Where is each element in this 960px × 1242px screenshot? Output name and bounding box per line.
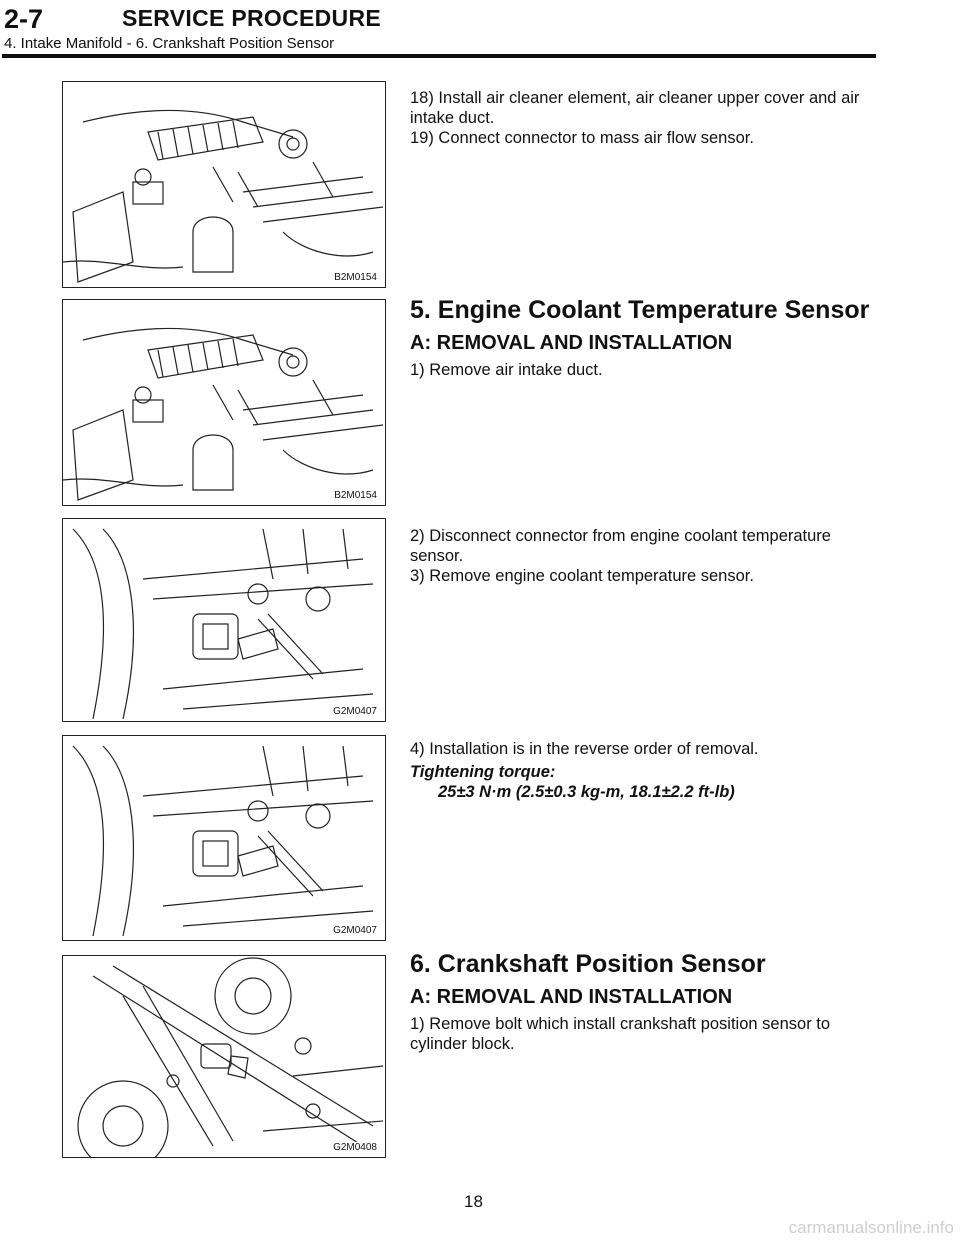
engine-illustration xyxy=(63,300,386,506)
section-5-subtitle: A: REMOVAL AND INSTALLATION xyxy=(410,332,733,354)
figure-label: G2M0407 xyxy=(333,925,377,936)
engine-illustration xyxy=(63,82,386,288)
header-divider xyxy=(2,54,876,58)
step-18: 18) Install air cleaner element, air cleaner upper cover and air intake duct. xyxy=(410,89,860,127)
torque-value: 25±3 N·m (2.5±0.3 kg-m, 18.1±2.2 ft-lb) xyxy=(438,783,735,801)
watermark: carmanualsonline.info xyxy=(788,1218,954,1237)
figure-label: B2M0154 xyxy=(334,490,377,501)
figure-label: B2M0154 xyxy=(334,272,377,283)
sensor-illustration xyxy=(63,519,386,722)
section-5-title: 5. Engine Coolant Temperature Sensor xyxy=(410,296,870,324)
section-code: 2-7 xyxy=(4,4,44,34)
figure-intake-duct-2 xyxy=(62,299,386,506)
figure-intake-duct-1 xyxy=(62,81,386,288)
section-6-step-1: 1) Remove bolt which install crankshaft position sensor to cylinder block. xyxy=(410,1015,831,1053)
step-19: 19) Connect connector to mass air flow sensor. xyxy=(410,129,754,147)
section-5-step-2: 2) Disconnect connector from engine coolant temperature sensor. xyxy=(410,527,831,565)
figure-label: G2M0407 xyxy=(333,706,377,717)
figure-label: G2M0408 xyxy=(333,1142,377,1153)
sensor-illustration xyxy=(63,736,386,941)
section-6-subtitle: A: REMOVAL AND INSTALLATION xyxy=(410,986,733,1008)
crankshaft-illustration xyxy=(63,956,386,1158)
section-5-step-1: 1) Remove air intake duct. xyxy=(410,361,603,379)
section-5-step-3: 3) Remove engine coolant temperature sensor. xyxy=(410,567,754,585)
torque-label: Tightening torque: xyxy=(410,763,556,781)
page-title: SERVICE PROCEDURE xyxy=(122,5,382,31)
figure-coolant-sensor-2 xyxy=(62,735,386,941)
figure-crankshaft-sensor xyxy=(62,955,386,1158)
page-number: 18 xyxy=(464,1192,483,1211)
page-subtitle: 4. Intake Manifold - 6. Crankshaft Position Sensor xyxy=(4,35,335,52)
section-6-title: 6. Crankshaft Position Sensor xyxy=(410,950,766,978)
figure-coolant-sensor-1 xyxy=(62,518,386,722)
section-5-step-4: 4) Installation is in the reverse order of removal. xyxy=(410,740,759,758)
